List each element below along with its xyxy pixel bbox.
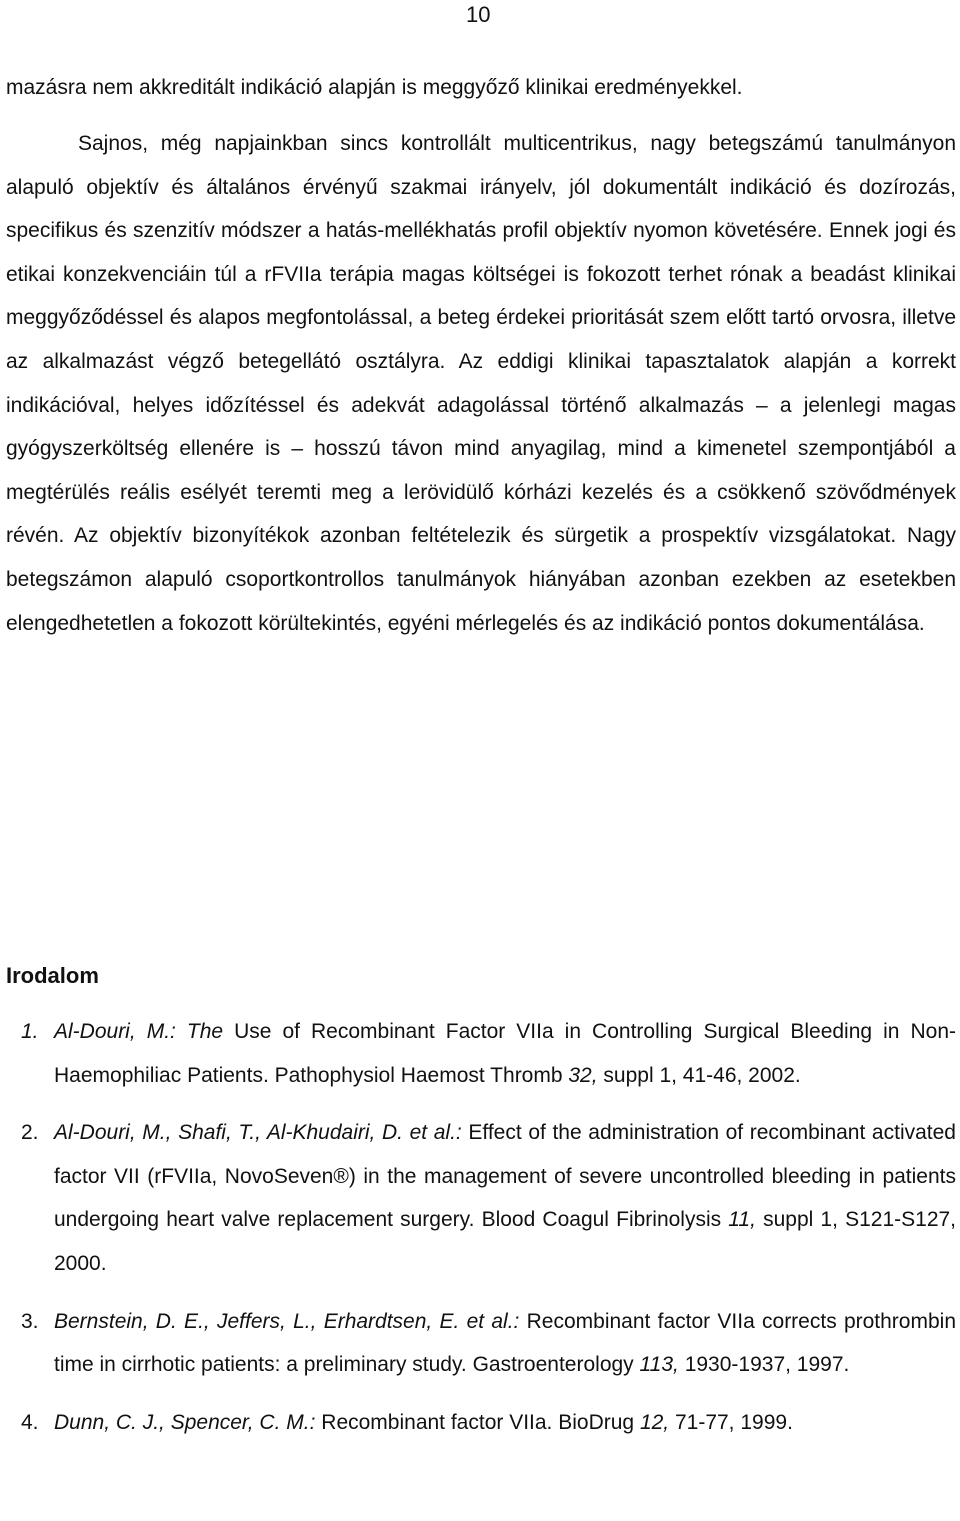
reference-authors: Al-Douri, M., Shafi, T., Al-Khudairi, D. et al.: — [54, 1121, 462, 1145]
reference-number: 1. — [21, 1020, 39, 1043]
page-number: 10 — [466, 2, 491, 27]
reference-item — [0, 1300, 960, 1387]
reference-authors: Dunn, C. J., Spencer, C. M.: — [54, 1410, 316, 1434]
paragraph-main: Sajnos, még napjainkban sincs kontrollált multicentrikus, nagy betegszámú tanulmányon alapuló objektív és általános érvényű szakmai irányelv, jól dokumentált indikáció és dozírozás, specifikus és szenzitív módszer a hatás-mellékhatás profil objektív nyomon követésére. Ennek jogi és etikai konzekvenciáin túl a rFVIIa terápia magas költségei is fokozott terhet rónak a beadást klinikai meggyőződéssel és alapos megfontolással, a beteg érdekei prioritását szem előtt tartó orvosra, illetve az alkalmazást végző betegellátó osztályra. Az eddigi klinikai tapasztalatok alapján a korrekt indikációval, helyes időzítéssel és adekvát adagolással történő alkalmazás – a jelenlegi magas gyógyszerköltség ellenére is – hosszú távon mind anyagilag, mind a kimenetel szempontjából a megtérülés reális esélyét teremti meg a lerövidülő kórházi kezelés és a csökkenő szövődmények révén. Az objektív bizonyítékok azonban feltételezik és sürgetik a prospektív vizsgálatokat. Nagy betegszámon alapuló csoportkontrollos tanulmányok hiányában azonban ezekben az esetekben elengedhetetlen a fokozott körültekintés, egyéni mérlegelés és az indikáció pontos dokumentálása. — [6, 132, 956, 635]
reference-volume: 11, — [728, 1208, 756, 1232]
paragraph-continuation: mazásra nem akkreditált indikáció alapján is meggyőző klinikai eredményekkel. — [6, 76, 743, 99]
reference-volume: 113, — [639, 1353, 679, 1377]
reference-volume: 12, — [639, 1410, 670, 1434]
reference-item — [0, 1401, 960, 1445]
reference-authors: Al-Douri, M.: The — [54, 1020, 224, 1043]
references-list — [0, 1010, 960, 1458]
reference-title: Use of Recombinant Factor VIIa in Controlling Surgical Bleeding in Non-Haemophiliac Patients. Pathophysiol Haemost Thromb — [54, 1020, 956, 1087]
reference-number: 3. — [21, 1309, 39, 1333]
reference-number: 2. — [21, 1121, 39, 1145]
reference-details: suppl 1, 41-46, 2002. — [597, 1063, 801, 1087]
reference-title: Recombinant factor VIIa corrects prothrombin time in cirrhotic patients: a preliminary study. Gastroenterology — [54, 1309, 956, 1377]
reference-details: suppl 1, S121-S127, 2000. — [54, 1208, 957, 1275]
reference-item — [0, 1111, 960, 1285]
reference-number: 4. — [21, 1410, 39, 1434]
reference-volume: 32, — [568, 1063, 598, 1087]
reference-authors: Bernstein, D. E., Jeffers, L., Erhardtsen, E. et al.: — [54, 1309, 520, 1333]
references-heading: Irodalom — [6, 963, 99, 988]
reference-details: 1930-1937, 1997. — [678, 1353, 850, 1377]
reference-title: Effect of the administration of recombinant activated factor VII (rFVIIa, NovoSeven®) in the management of severe uncontrolled bleeding in patients undergoing heart valve replacement surgery. Blood Coagul Fibrinolysis — [54, 1121, 956, 1232]
reference-title: Recombinant factor VIIa. BioDrug — [315, 1410, 640, 1434]
reference-details: 71-77, 1999. — [669, 1410, 793, 1434]
reference-item — [0, 1010, 960, 1097]
